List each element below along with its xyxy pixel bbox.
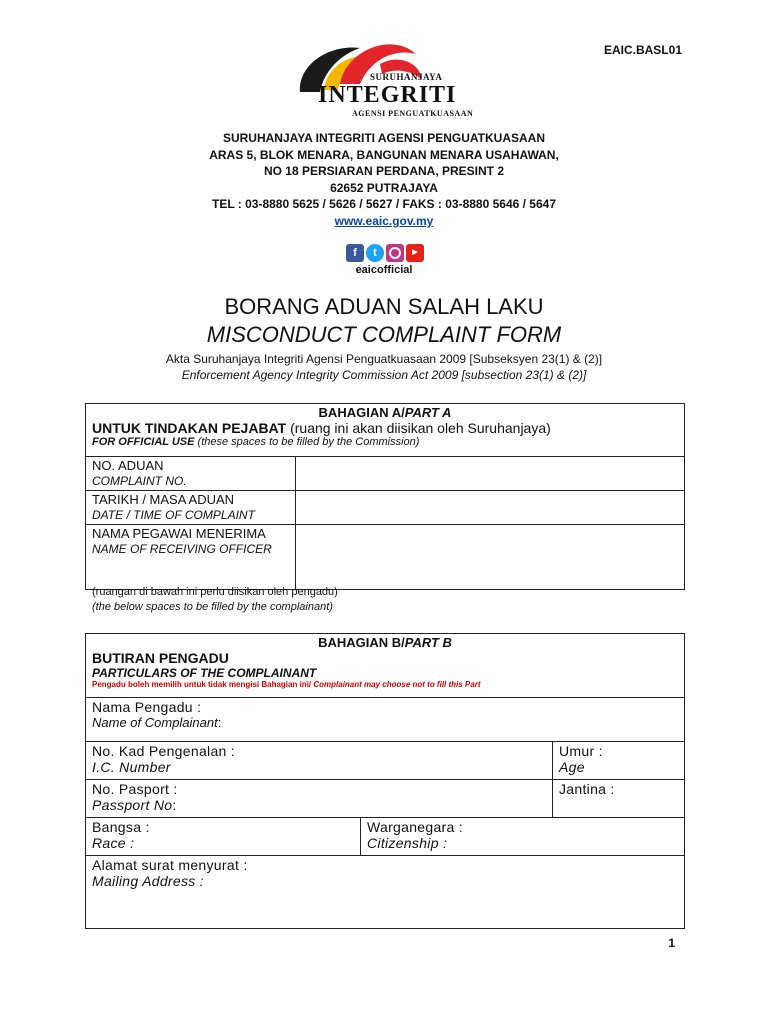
- phone-fax: TEL : 03-8880 5625 / 5626 / 5627 / FAKS : 03-8880 5646 / 5647: [211, 197, 556, 212]
- age-malay: Umur :: [559, 743, 603, 759]
- facebook-icon[interactable]: f: [346, 244, 364, 262]
- youtube-icon[interactable]: ▶: [406, 244, 424, 262]
- complaint-date-field[interactable]: [296, 491, 685, 525]
- optional-note-malay: Pengadu boleh memilih untuk tidak mengisi Bahagian ini/: [92, 680, 312, 689]
- social-handle: eaicofficial: [355, 264, 413, 276]
- receiving-officer-field[interactable]: [296, 525, 685, 590]
- part-a-title-english: PART A: [404, 405, 452, 420]
- complaint-no-english: COMPLAINT NO.: [92, 474, 187, 488]
- receiving-officer-label: [86, 525, 296, 590]
- complaint-no-malay: NO. ADUAN: [92, 458, 164, 473]
- citizenship-malay: Warganegara :: [367, 819, 463, 835]
- complainant-name-malay: Nama Pengadu :: [92, 699, 202, 715]
- website-link[interactable]: www.eaic.gov.my: [334, 213, 434, 228]
- passport-field[interactable]: No. Pasport : Passport No:: [86, 780, 553, 818]
- office-use-malay-note: (ruang ini akan diisikan oleh Suruhanjaya): [286, 420, 551, 436]
- ic-number-english: I.C. Number: [92, 759, 171, 775]
- address-line-3: 62652 PUTRAJAYA: [330, 180, 438, 195]
- complainant-name-english: Name of Complainant: [92, 715, 218, 730]
- part-a-table: [85, 403, 685, 590]
- act-reference-malay: Akta Suruhanjaya Integriti Agensi Penguatkuasaan 2009 [Subseksyen 23(1) & (2)]: [165, 352, 603, 366]
- complainant-details-english: PARTICULARS OF THE COMPLAINANT: [92, 666, 317, 680]
- form-title-english: MISCONDUCT COMPLAINT FORM: [206, 322, 562, 347]
- part-b-header: [86, 634, 685, 698]
- age-field[interactable]: [553, 742, 685, 780]
- ic-number-malay: No. Kad Pengenalan :: [92, 743, 235, 759]
- passport-malay: No. Pasport :: [92, 781, 178, 797]
- optional-note-english: Complainant may choose not to fill this Part: [311, 680, 481, 689]
- complaint-date-label: [86, 491, 296, 525]
- complainant-name-field[interactable]: Nama Pengadu : Name of Complainant:: [86, 698, 685, 742]
- receiving-officer-english: NAME OF RECEIVING OFFICER: [92, 542, 272, 556]
- mailing-address-malay: Alamat surat menyurat :: [92, 857, 248, 873]
- gender-malay: Jantina :: [559, 781, 615, 797]
- form-title-malay: BORANG ADUAN SALAH LAKU: [224, 294, 544, 319]
- logo-text-line1: SURUHANJAYA: [370, 72, 443, 82]
- org-name: SURUHANJAYA INTEGRITI AGENSI PENGUATKUASAAN: [222, 131, 546, 145]
- age-english: Age: [559, 759, 585, 775]
- instagram-icon[interactable]: [386, 244, 404, 262]
- office-use-malay: UNTUK TINDAKAN PEJABAT: [92, 420, 287, 436]
- passport-english: Passport No: [92, 797, 173, 813]
- complainant-details-malay: BUTIRAN PENGADU: [92, 650, 229, 666]
- page-number: 1: [668, 936, 675, 950]
- complaint-no-label: [86, 457, 296, 491]
- mailing-address-field[interactable]: [86, 856, 685, 929]
- citizenship-english: Citizenship :: [367, 835, 448, 851]
- official-use-english: FOR OFFICIAL USE: [92, 436, 195, 448]
- complainant-note-english: (the below spaces to be filled by the complainant): [92, 601, 333, 613]
- form-reference-code: EAIC.BASL01: [603, 43, 682, 57]
- part-b-title-malay: BAHAGIAN B/: [318, 635, 405, 650]
- act-reference-english: Enforcement Agency Integrity Commission Act 2009 [subsection 23(1) & (2)]: [181, 368, 587, 382]
- complaint-date-malay: TARIKH / MASA ADUAN: [92, 492, 235, 507]
- complaint-no-field[interactable]: [296, 457, 685, 491]
- twitter-icon[interactable]: t: [366, 244, 384, 262]
- race-english: Race :: [92, 835, 135, 851]
- gender-field[interactable]: [553, 780, 685, 818]
- part-b-title-english: PART B: [404, 635, 452, 650]
- official-use-english-note: (these spaces to be filled by the Commission): [194, 436, 420, 448]
- address-line-1: ARAS 5, BLOK MENARA, BANGUNAN MENARA USAHAWAN,: [209, 147, 559, 162]
- part-b-table: [85, 633, 685, 929]
- part-a-header: [86, 404, 685, 457]
- complaint-date-english: DATE / TIME OF COMPLAINT: [92, 508, 255, 522]
- receiving-officer-malay: NAMA PEGAWAI MENERIMA: [92, 526, 266, 541]
- address-line-2: NO 18 PERSIARAN PERDANA, PRESINT 2: [263, 164, 505, 179]
- organization-address: [0, 130, 768, 230]
- ic-number-field[interactable]: [86, 742, 553, 780]
- social-icons: [346, 244, 424, 262]
- mailing-address-english: Mailing Address :: [92, 873, 204, 889]
- eaic-logo: [290, 34, 480, 126]
- citizenship-field[interactable]: [361, 818, 685, 856]
- complainant-note-malay: (ruangan di bawah ini perlu diisikan oleh pengadu): [92, 586, 338, 598]
- logo-text-line3: AGENSI PENGUATKUASAAN: [352, 109, 474, 118]
- logo-text-line2: INTEGRITI: [318, 82, 457, 108]
- part-a-title-malay: BAHAGIAN A/: [318, 405, 405, 420]
- race-malay: Bangsa :: [92, 819, 150, 835]
- race-field[interactable]: [86, 818, 361, 856]
